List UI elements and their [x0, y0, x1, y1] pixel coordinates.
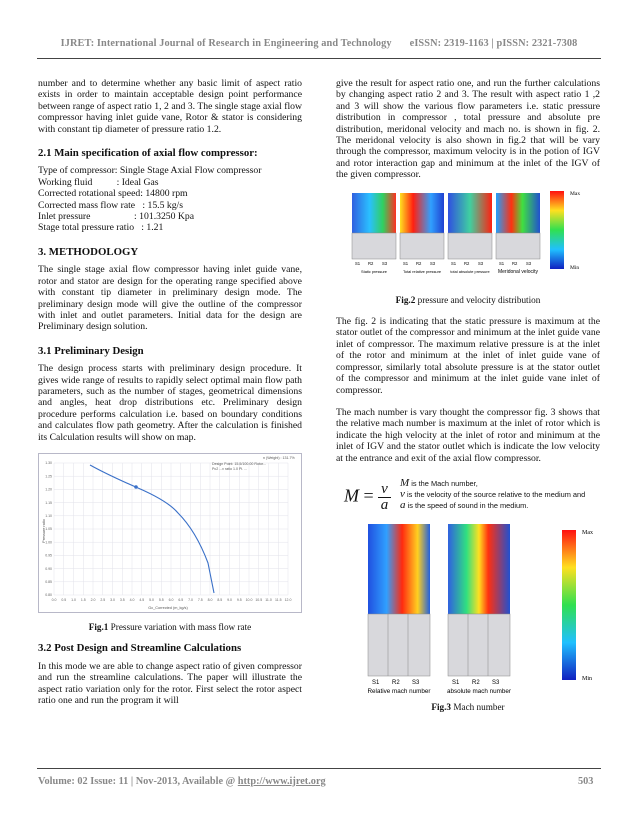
fig1-caption [38, 622, 302, 633]
x-tick-label: 11.5 [274, 597, 282, 602]
formula-fraction [378, 482, 391, 513]
panel-label: absolute mach number [446, 687, 512, 695]
panel-label: Static pressure [361, 268, 387, 274]
station-label: R2 [512, 260, 518, 266]
y-axis-label: Pressure ratio [42, 519, 46, 543]
footer-volume: Volume: 02 Issue: 11 | Nov-2013, Available @ [38, 776, 238, 787]
relative-mach-panel [368, 524, 430, 676]
legend-line: n (Weight) : 131.7% [263, 455, 295, 460]
color-scale [562, 530, 576, 680]
spec-list [38, 165, 302, 233]
y-tick-label: 0.95 [45, 553, 52, 558]
formula-definitions [400, 478, 585, 511]
x-tick-label: 12.0 [284, 597, 292, 602]
x-tick-label: 8.5 [217, 597, 223, 602]
spec-line: Working fluid : Ideal Gas [38, 176, 159, 188]
y-tick-label: 1.30 [45, 461, 52, 466]
station-label: S1 [372, 679, 380, 686]
y-tick-label: 1.20 [45, 487, 52, 492]
station-label: R2 [464, 260, 470, 266]
station-label: S1 [403, 260, 409, 266]
x-tick-label: 7.5 [197, 597, 203, 602]
station-label: S1 [452, 679, 460, 686]
station-label: R2 [416, 260, 422, 266]
legend-line: Pc2 ...v ratio 1.0 Pi. ... [212, 466, 248, 471]
spec-line: Type of compressor: Single Stage Axial Flow compressor [38, 165, 262, 177]
post-design-paragraph: In this mode we are able to change aspect ratio of given compressor and run the streamline calculations. The paper will illustrate the aspect ratio variation only for the rotor. First select the rotor aspect ratio one and run the program it will [38, 660, 302, 706]
intro-paragraph: number and to determine whether any basic limit of aspect ratio exists in order to maintain acceptable design point performance between range of aspect ratio 1, 2 and 3. The single stage axial flow compressor having inlet guide vane, Rotor & stator is considering with constant tip diameter of pressure ratio 1.2. [38, 78, 302, 135]
x-tick-label: 1.0 [71, 597, 76, 602]
panel-label: total absolute pressure [450, 268, 490, 274]
section-3-heading: 3. METHODOLOGY [38, 245, 139, 258]
pressure-discussion-paragraph: The fig. 2 is indicating that the static pressure is maximum at the stator outlet of the compressor and minimum at the inlet guide vane inlet of compressor. The maximum relative pressure is at the inlet of the rotor and minimum at the inlet of inlet guide vane of compressor, similarly total absolute pressure is at the stator outlet of the compressor and minimum at the inlet guide vane inlet of compressor. [336, 316, 600, 396]
y-tick-label: 0.80 [45, 593, 52, 598]
fig2-station-labels [355, 261, 532, 266]
x-tick-label: 10.0 [245, 597, 253, 602]
x-tick-label: 0.5 [61, 597, 67, 602]
station-label: S1 [451, 260, 457, 266]
formula-expression: M = $\frac{v}{a}$ [344, 482, 391, 513]
absolute-mach-panel [448, 524, 510, 676]
x-tick-label: 2.0 [90, 597, 96, 602]
def-symbol: a [400, 498, 406, 511]
mach-discussion-paragraph: The mach number is vary thought the compressor fig. 3 shows that the relative mach number is maximum at the inlet of rotor which is indicate the high velocity at the inlet of rotor and minimum at the inlet of IGV and the stator outlet which is indicate the low velocity at the entrance and exit of the axial flow compressor. [336, 406, 600, 464]
section-2-1-heading: 2.1 Main specification of axial flow compressor: [38, 147, 258, 160]
meridonal-velocity-panel [496, 193, 540, 259]
station-label: R2 [472, 679, 480, 686]
total-relative-pressure-panel [400, 193, 444, 259]
station-label: S3 [478, 260, 484, 266]
fig3-caption-text: Mach number [451, 701, 505, 712]
fig2-panel-labels [361, 269, 538, 275]
formula-def [400, 500, 585, 511]
def-text: is the Mach number, [409, 478, 478, 488]
def-symbol: v [400, 487, 405, 500]
x-tick-label: 7.0 [188, 597, 193, 602]
x-tick-label: 1.5 [80, 597, 86, 602]
x-tick-label: 9.0 [227, 597, 232, 602]
chart-frame [39, 453, 302, 612]
spec-line: Corrected rotational speed: 14800 rpm [38, 188, 188, 200]
spec-line: Inlet pressure : 101.3250 Kpa [38, 211, 195, 223]
formula-def [400, 478, 585, 489]
y-tick-label: 1.00 [45, 540, 52, 545]
fig2-contour-image [336, 187, 600, 279]
formula-lhs: M [344, 485, 359, 506]
def-symbol: M [400, 476, 410, 489]
x-tick-label: 5.0 [149, 597, 154, 602]
station-label: R2 [368, 260, 374, 266]
right-column [336, 78, 600, 713]
station-label: S3 [382, 260, 388, 266]
footer-url-link[interactable]: http://www.ijret.org [237, 776, 326, 787]
scale-max: Max [582, 529, 593, 536]
static-pressure-panel [352, 193, 396, 259]
y-tick-label: 0.85 [45, 579, 52, 584]
y-tick-label: 1.15 [45, 500, 52, 505]
station-label: S1 [499, 260, 505, 266]
def-text: is the velocity of the source relative to the medium and [404, 489, 586, 499]
station-label: S3 [412, 679, 420, 686]
journal-title: IJRET: International Journal of Research in Engineering and Technology [60, 38, 392, 49]
panel-label: Meridonal velocity [497, 268, 539, 275]
panel-label: Relative mach number [367, 687, 431, 695]
formula-def [400, 489, 585, 500]
legend-line: Design Point: 15.5/100.00 Rotor... [212, 461, 266, 466]
x-tick-label: 0.0 [51, 597, 57, 602]
spec-line: Corrected mass flow rate : 15.5 kg/s [38, 199, 184, 211]
section-3-1-heading: 3.1 Preliminary Design [38, 344, 144, 357]
station-label: R2 [392, 679, 400, 686]
x-tick-label: 3.5 [119, 597, 125, 602]
formula-denominator: a [380, 496, 389, 513]
x-tick-label: 8.0 [207, 597, 213, 602]
x-tick-label: 11.0 [265, 597, 272, 602]
scale-max: Max [570, 190, 581, 197]
x-tick-label: 5.5 [158, 597, 164, 602]
footer-left [38, 776, 326, 787]
mach-formula [336, 478, 600, 516]
preliminary-design-paragraph: The design process starts with preliminary design procedure. It gives wide range of results to rapidly select optimal main flow path parameters, such as the number of stages, geometrical dimensions and angles, heat drop distributions etc. Preliminary design procedure performs calculation i.e. based on boundary conditions and calculates flow path geometry. After the calculation is finished its Calculation results will show on map. [38, 363, 302, 443]
fig2-caption [336, 295, 600, 306]
header-rule [37, 58, 601, 59]
page-number: 503 [578, 776, 594, 787]
panel-label: Total relative pressure [402, 268, 442, 274]
x-axis-label: Gc_Corrected (m_kg/s) [148, 605, 188, 610]
x-tick-label: 4.0 [129, 597, 135, 602]
running-header [0, 38, 638, 49]
fig1-chart [38, 453, 302, 613]
section-3-2-heading: 3.2 Post Design and Streamline Calculations [38, 642, 242, 655]
aspect-ratio-paragraph: give the result for aspect ratio one, and run the further calculations by changing aspect ratio 2 and 3. The result with aspect ratio 1 ,2 and 3 will show the various flow parameters i.e. static pressure distribution in compressor , total pressure and absolute pre distribution, meridonal velocity and mach no. is shown in fig. 2. The meridonal velocity is also shown in fig.2 that will be vary through the compressor, maximum velocity is in the potion of IGV and rotor interaction gap and minimum at the inlet of the IGV of the given compressor. [336, 78, 600, 181]
fig2-label: Fig.2 [395, 294, 416, 305]
fig3-contour-image [336, 520, 600, 698]
scale-min: Min [582, 675, 593, 682]
footer-rule [37, 768, 601, 769]
total-absolute-pressure-panel [448, 193, 492, 259]
methodology-paragraph: The single stage axial flow compressor having inlet guide vane, rotor and stator are design for the operating range specified above with constant tip diameter in preliminary design mode. The preliminary design mode will give the outline of the compressor with inlet and outlet parameters. Initial data for the design are Preliminary design solution. [38, 264, 302, 333]
x-tick-label: 10.5 [255, 597, 263, 602]
y-tick-label: 1.25 [45, 474, 52, 479]
y-tick-label: 1.10 [45, 513, 52, 518]
station-label: S3 [430, 260, 436, 266]
issn: eISSN: 2319-1163 | pISSN: 2321-7308 [409, 38, 578, 49]
fig3-label: Fig.3 [431, 701, 452, 712]
fig3-caption [336, 702, 600, 713]
fig1-caption-text: Pressure variation with mass flow rate [108, 621, 252, 632]
formula-numerator: v [378, 482, 391, 498]
fig2-caption-text: pressure and velocity distribution [415, 294, 541, 305]
x-tick-label: 9.5 [236, 597, 242, 602]
fig3-panel-labels [368, 688, 512, 695]
station-label: S3 [492, 679, 500, 686]
def-text: is the speed of sound in the medium. [405, 500, 529, 510]
x-tick-label: 3.0 [110, 597, 115, 602]
fig1-label: Fig.1 [88, 621, 109, 632]
design-point-marker [134, 485, 138, 489]
color-scale [550, 191, 564, 269]
left-column [38, 78, 302, 706]
scale-min: Min [570, 264, 580, 271]
station-label: S3 [526, 260, 532, 266]
y-tick-label: 0.90 [45, 566, 52, 571]
fig3-station-labels [372, 680, 500, 686]
x-tick-label: 6.0 [168, 597, 174, 602]
spec-line: Stage total pressure ratio : 1.21 [38, 222, 164, 234]
x-tick-label: 6.5 [178, 597, 184, 602]
y-tick-label: 1.05 [45, 527, 52, 532]
x-tick-label: 4.5 [139, 597, 145, 602]
station-label: S1 [355, 260, 361, 266]
x-tick-label: 2.5 [100, 597, 106, 602]
